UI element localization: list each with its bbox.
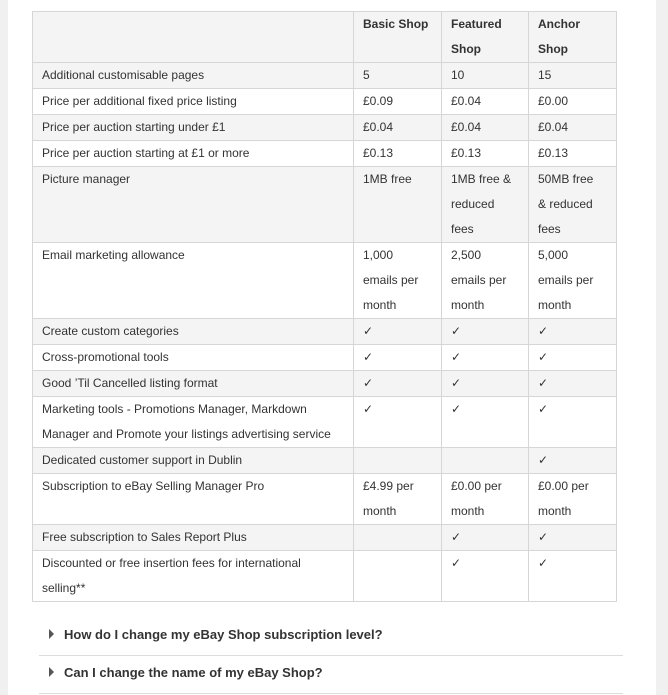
column-header: Featured Shop (442, 12, 529, 63)
value-cell: 5 (354, 63, 442, 89)
expand-triangle-icon (49, 667, 54, 677)
table-row (33, 525, 617, 551)
value-cell: £0.04 (442, 89, 529, 115)
value-cell: £0.04 (442, 115, 529, 141)
checkmark-icon: ✓ (354, 397, 442, 448)
feature-label-cell: Free subscription to Sales Report Plus (33, 525, 354, 551)
feature-label-cell: Create custom categories (33, 319, 354, 345)
shop-comparison-table (32, 11, 617, 602)
feature-label-cell: Picture manager (33, 167, 354, 243)
feature-label-cell: Discounted or free insertion fees for international selling** (33, 551, 354, 602)
checkmark-icon: ✓ (529, 371, 617, 397)
checkmark-icon: ✓ (442, 397, 529, 448)
value-cell: 1,000 emails per month (354, 243, 442, 319)
column-header: Basic Shop (354, 12, 442, 63)
value-cell: 1MB free (354, 167, 442, 243)
table-row (33, 167, 617, 243)
value-cell: £0.04 (529, 115, 617, 141)
checkmark-icon: ✓ (442, 371, 529, 397)
checkmark-icon: ✓ (354, 345, 442, 371)
value-cell: £0.13 (354, 141, 442, 167)
feature-label-cell: Dedicated customer support in Dublin (33, 448, 354, 474)
checkmark-icon: ✓ (529, 345, 617, 371)
value-cell: 2,500 emails per month (442, 243, 529, 319)
value-cell: £4.99 per month (354, 474, 442, 525)
feature-label-cell: Cross-promotional tools (33, 345, 354, 371)
faq-question: How do I change my eBay Shop subscription level? (64, 627, 383, 642)
expand-triangle-icon (49, 629, 54, 639)
checkmark-icon: ✓ (354, 371, 442, 397)
feature-label-cell: Price per auction starting under £1 (33, 115, 354, 141)
table-row (33, 397, 617, 448)
checkmark-icon: ✓ (529, 319, 617, 345)
value-cell: £0.13 (529, 141, 617, 167)
checkmark-icon: ✓ (442, 345, 529, 371)
value-cell: 1MB free & reduced fees (442, 167, 529, 243)
faq-question: Can I change the name of my eBay Shop? (64, 665, 323, 680)
column-header: Anchor Shop (529, 12, 617, 63)
value-cell: 5,000 emails per month (529, 243, 617, 319)
value-cell: £0.04 (354, 115, 442, 141)
table-row (33, 319, 617, 345)
value-cell: £0.00 per month (529, 474, 617, 525)
checkmark-icon: ✓ (529, 525, 617, 551)
table-header-row (33, 12, 617, 63)
table-row (33, 474, 617, 525)
faq-item-change-shop-name[interactable] (39, 655, 623, 694)
value-cell (354, 551, 442, 602)
value-cell: 15 (529, 63, 617, 89)
checkmark-icon: ✓ (442, 551, 529, 602)
feature-label-cell: Email marketing allowance (33, 243, 354, 319)
feature-label-cell: Price per additional fixed price listing (33, 89, 354, 115)
value-cell: £0.13 (442, 141, 529, 167)
table-row (33, 551, 617, 602)
table-body (33, 63, 617, 602)
value-cell (442, 448, 529, 474)
checkmark-icon: ✓ (529, 551, 617, 602)
header-empty-cell (33, 12, 354, 63)
feature-label-cell: Additional customisable pages (33, 63, 354, 89)
faq-item-change-subscription[interactable] (39, 617, 623, 656)
checkmark-icon: ✓ (442, 319, 529, 345)
feature-label-cell: Price per auction starting at £1 or more (33, 141, 354, 167)
checkmark-icon: ✓ (529, 397, 617, 448)
value-cell: £0.09 (354, 89, 442, 115)
value-cell: 50MB free & reduced fees (529, 167, 617, 243)
table-row (33, 371, 617, 397)
table-row (33, 141, 617, 167)
table-row (33, 89, 617, 115)
checkmark-icon: ✓ (529, 448, 617, 474)
table-row (33, 63, 617, 89)
table-row (33, 115, 617, 141)
value-cell (354, 525, 442, 551)
checkmark-icon: ✓ (442, 525, 529, 551)
value-cell: 10 (442, 63, 529, 89)
feature-label-cell: Good ’Til Cancelled listing format (33, 371, 354, 397)
value-cell: £0.00 (529, 89, 617, 115)
value-cell (354, 448, 442, 474)
checkmark-icon: ✓ (354, 319, 442, 345)
table-row (33, 448, 617, 474)
table-row (33, 243, 617, 319)
table-row (33, 345, 617, 371)
feature-label-cell: Marketing tools - Promotions Manager, Markdown Manager and Promote your listings advertising service (33, 397, 354, 448)
value-cell: £0.00 per month (442, 474, 529, 525)
feature-label-cell: Subscription to eBay Selling Manager Pro (33, 474, 354, 525)
